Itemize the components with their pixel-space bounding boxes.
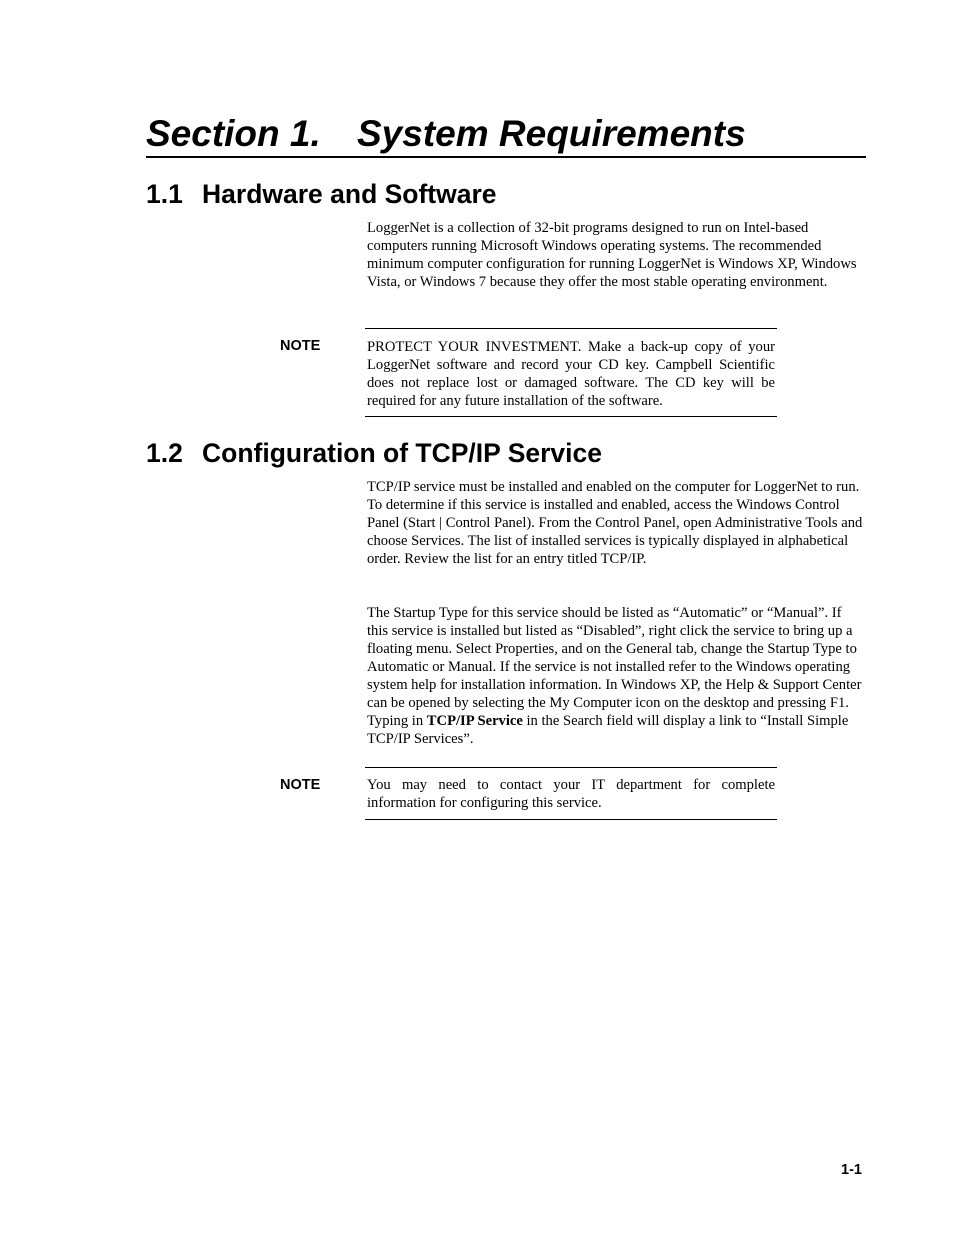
note-text: PROTECT YOUR INVESTMENT. Make a back-up copy of your LoggerNet software and record your CD key. Campbell Scientific does not replace lost or damaged software. The CD key will be required for any future installation of the software. xyxy=(367,339,775,409)
paragraph-text: The Startup Type for this service should be listed as “Automatic” or “Manual”. If this service is installed but listed as “Disabled”, right click the service to bring up a floating menu. Select Properties, and on the General tab, change the Startup Type to Automatic or Manual. If the service is not installed refer to the Windows operating system help for installation information. In Windows XP, the Help & Support Center can be opened by selecting the My Computer icon on the desktop and pressing F1. Typing in xyxy=(367,605,862,729)
section-title-text: System Requirements xyxy=(357,113,746,154)
subsection-number: 1.1 xyxy=(146,179,183,209)
page-number: 1-1 xyxy=(841,1162,862,1178)
subsection-heading-1-2 xyxy=(146,437,602,469)
note-label: NOTE xyxy=(280,338,321,354)
note-text: You may need to contact your IT department for complete information for configuring this service. xyxy=(367,777,775,811)
subsection-title: Configuration of TCP/IP Service xyxy=(202,438,603,468)
subsection-number: 1.2 xyxy=(146,438,183,468)
note-box xyxy=(365,767,777,820)
note-label: NOTE xyxy=(280,777,321,793)
section-title xyxy=(146,112,866,158)
subsection-heading-1-1 xyxy=(146,178,497,210)
hardware-paragraph: LoggerNet is a collection of 32-bit programs designed to run on Intel-based computers running Microsoft Windows operating systems. The recommended minimum computer configuration for running LoggerNet is Windows XP, Windows Vista, or Windows 7 because they offer the most stable operating environment. xyxy=(367,220,857,290)
subsection-title: Hardware and Software xyxy=(202,179,497,209)
note-box xyxy=(365,328,777,417)
paragraph-text: in the Search field will display a link to “Install Simple TCP/IP Services”. xyxy=(367,713,849,747)
tcpip-paragraph-2 xyxy=(367,604,865,748)
tcpip-paragraph-1: TCP/IP service must be installed and enabled on the computer for LoggerNet to run. To determine if this service is installed and enabled, access the Windows Control Panel (Start | Control Panel). From the Control Panel, open Administrative Tools and choose Services. The list of installed services is typically displayed in alphabetical order. Review the list for an entry titled TCP/IP. xyxy=(367,479,863,567)
bold-term: TCP/IP Service xyxy=(426,713,523,729)
section-number: Section 1. xyxy=(146,113,321,154)
